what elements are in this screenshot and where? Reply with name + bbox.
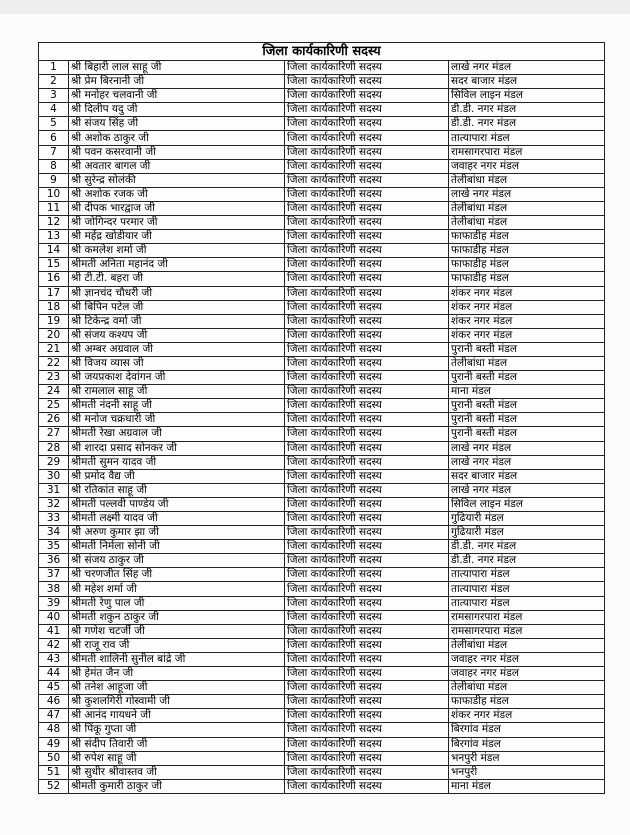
member-post: जिला कार्यकारिणी सदस्य <box>285 413 449 427</box>
serial-number: 43 <box>39 652 69 666</box>
member-mandal: माना मंडल <box>449 779 605 793</box>
member-name: श्री महेंद्र खोडीयार जी <box>69 230 285 244</box>
member-name: श्री संजय ठाकुर जी <box>69 554 285 568</box>
member-mandal: शंकर नगर मंडल <box>449 286 605 300</box>
member-mandal: पुरानी बस्ती मंडल <box>449 399 605 413</box>
member-mandal: सदर बाजार मंडल <box>449 469 605 483</box>
serial-number: 12 <box>39 216 69 230</box>
member-mandal: रामसागरपारा मंडल <box>449 610 605 624</box>
member-name: श्री आनंद गायधने जी <box>69 709 285 723</box>
serial-number: 30 <box>39 469 69 483</box>
member-mandal: तात्यापारा मंडल <box>449 582 605 596</box>
member-post: जिला कार्यकारिणी सदस्य <box>285 356 449 370</box>
table-body <box>39 61 605 794</box>
table-row <box>39 765 605 779</box>
table-row <box>39 75 605 89</box>
serial-number: 42 <box>39 638 69 652</box>
serial-number: 6 <box>39 131 69 145</box>
member-post: जिला कार्यकारिणी सदस्य <box>285 497 449 511</box>
member-post: जिला कार्यकारिणी सदस्य <box>285 596 449 610</box>
serial-number: 4 <box>39 103 69 117</box>
table-row <box>39 117 605 131</box>
member-mandal: लाखे नगर मंडल <box>449 441 605 455</box>
member-name: श्री दीपक भारद्वाज जी <box>69 201 285 215</box>
table-row <box>39 582 605 596</box>
member-name: श्री प्रमोद वैद्य जी <box>69 469 285 483</box>
table-row <box>39 201 605 215</box>
serial-number: 5 <box>39 117 69 131</box>
member-mandal: डी.डी. नगर मंडल <box>449 540 605 554</box>
member-post: जिला कार्यकारिणी सदस्य <box>285 89 449 103</box>
member-name: श्री जयप्रकाश देवांगन जी <box>69 371 285 385</box>
member-mandal: फाफाडीह मंडल <box>449 230 605 244</box>
member-name: श्रीमती शालिनी सुनील बांद्रे जी <box>69 652 285 666</box>
member-name: श्रीमती कुमारी ठाकुर जी <box>69 779 285 793</box>
serial-number: 52 <box>39 779 69 793</box>
member-name: श्री अरुण कुमार झा जी <box>69 526 285 540</box>
member-post: जिला कार्यकारिणी सदस्य <box>285 652 449 666</box>
member-post: जिला कार्यकारिणी सदस्य <box>285 286 449 300</box>
member-post: जिला कार्यकारिणी सदस्य <box>285 131 449 145</box>
member-name: श्री पवन कसरवानी जी <box>69 145 285 159</box>
table-row <box>39 483 605 497</box>
member-post: जिला कार्यकारिणी सदस्य <box>285 173 449 187</box>
serial-number: 21 <box>39 342 69 356</box>
member-name: श्री अम्बर अग्रवाल जी <box>69 342 285 356</box>
member-post: जिला कार्यकारिणी सदस्य <box>285 582 449 596</box>
member-post: जिला कार्यकारिणी सदस्य <box>285 695 449 709</box>
member-name: श्री ज्ञानचंद चौधरी जी <box>69 286 285 300</box>
member-post: जिला कार्यकारिणी सदस्य <box>285 244 449 258</box>
member-name: श्री रामलाल साहू जी <box>69 385 285 399</box>
serial-number: 39 <box>39 596 69 610</box>
member-mandal: तेलीबांधा मंडल <box>449 201 605 215</box>
member-post: जिला कार्यकारिणी सदस्य <box>285 103 449 117</box>
member-post: जिला कार्यकारिणी सदस्य <box>285 342 449 356</box>
member-post: जिला कार्यकारिणी सदस्य <box>285 483 449 497</box>
member-mandal: भनपुरी <box>449 765 605 779</box>
serial-number: 26 <box>39 413 69 427</box>
member-name: श्री प्रेम बिरनानी जी <box>69 75 285 89</box>
member-post: जिला कार्यकारिणी सदस्य <box>285 187 449 201</box>
serial-number: 47 <box>39 709 69 723</box>
member-post: जिला कार्यकारिणी सदस्य <box>285 201 449 215</box>
member-mandal: लाखे नगर मंडल <box>449 483 605 497</box>
member-name: श्रीमती रेखा अग्रवाल जी <box>69 427 285 441</box>
member-post: जिला कार्यकारिणी सदस्य <box>285 145 449 159</box>
serial-number: 32 <box>39 497 69 511</box>
table-row <box>39 244 605 258</box>
member-post: जिला कार्यकारिणी सदस्य <box>285 455 449 469</box>
serial-number: 49 <box>39 737 69 751</box>
serial-number: 19 <box>39 314 69 328</box>
member-post: जिला कार्यकारिणी सदस्य <box>285 258 449 272</box>
member-name: श्री संजय कश्यप जी <box>69 328 285 342</box>
member-mandal: तात्यापारा मंडल <box>449 596 605 610</box>
table-row <box>39 413 605 427</box>
table-row <box>39 779 605 793</box>
member-post: जिला कार्यकारिणी सदस्य <box>285 385 449 399</box>
serial-number: 46 <box>39 695 69 709</box>
member-post: जिला कार्यकारिणी सदस्य <box>285 272 449 286</box>
member-mandal: भनपुरी मंडल <box>449 751 605 765</box>
table-row <box>39 145 605 159</box>
member-name: श्रीमती पल्लवी पाण्डेय जी <box>69 497 285 511</box>
member-name: श्री दिलीप यदु जी <box>69 103 285 117</box>
serial-number: 3 <box>39 89 69 103</box>
member-mandal: तेलीबांधा मंडल <box>449 681 605 695</box>
table-row <box>39 624 605 638</box>
serial-number: 18 <box>39 300 69 314</box>
serial-number: 15 <box>39 258 69 272</box>
member-post: जिला कार्यकारिणी सदस्य <box>285 427 449 441</box>
table-row <box>39 497 605 511</box>
member-mandal: सिविल लाइन मंडल <box>449 89 605 103</box>
member-mandal: लाखे नगर मंडल <box>449 455 605 469</box>
member-post: जिला कार्यकारिणी सदस्य <box>285 610 449 624</box>
table-row <box>39 512 605 526</box>
member-mandal: तेलीबांधा मंडल <box>449 173 605 187</box>
member-name: श्री संदीप तिवारी जी <box>69 737 285 751</box>
member-name: श्री पिंकू गुप्ता जी <box>69 723 285 737</box>
member-mandal: शंकर नगर मंडल <box>449 300 605 314</box>
member-mandal: फाफाडीह मंडल <box>449 258 605 272</box>
serial-number: 16 <box>39 272 69 286</box>
member-post: जिला कार्यकारिणी सदस्य <box>285 779 449 793</box>
member-mandal: डी.डी. नगर मंडल <box>449 103 605 117</box>
member-name: श्री टी.टी. बहरा जी <box>69 272 285 286</box>
member-mandal: लाखे नगर मंडल <box>449 61 605 75</box>
serial-number: 33 <box>39 512 69 526</box>
member-post: जिला कार्यकारिणी सदस्य <box>285 469 449 483</box>
member-name: श्री रतिकांत साहू जी <box>69 483 285 497</box>
member-name: श्री महेश शर्मा जी <box>69 582 285 596</box>
member-mandal: सिविल लाइन मंडल <box>449 497 605 511</box>
member-post: जिला कार्यकारिणी सदस्य <box>285 765 449 779</box>
table-row <box>39 427 605 441</box>
table-row <box>39 356 605 370</box>
serial-number: 24 <box>39 385 69 399</box>
serial-number: 27 <box>39 427 69 441</box>
serial-number: 7 <box>39 145 69 159</box>
member-mandal: माना मंडल <box>449 385 605 399</box>
member-post: जिला कार्यकारिणी सदस्य <box>285 441 449 455</box>
serial-number: 23 <box>39 371 69 385</box>
serial-number: 48 <box>39 723 69 737</box>
table-row <box>39 286 605 300</box>
serial-number: 34 <box>39 526 69 540</box>
member-name: श्री रुपेश साहू जी <box>69 751 285 765</box>
member-post: जिला कार्यकारिणी सदस्य <box>285 371 449 385</box>
member-mandal: शंकर नगर मंडल <box>449 314 605 328</box>
serial-number: 29 <box>39 455 69 469</box>
member-name: श्री मनोज चक्रधारी जी <box>69 413 285 427</box>
table-row <box>39 328 605 342</box>
table-row <box>39 751 605 765</box>
serial-number: 1 <box>39 61 69 75</box>
member-mandal: बिरगांव मंडल <box>449 737 605 751</box>
table-row <box>39 230 605 244</box>
member-mandal: पुरानी बस्ती मंडल <box>449 413 605 427</box>
serial-number: 9 <box>39 173 69 187</box>
member-name: श्री तनेश आहूजा जी <box>69 681 285 695</box>
table-row <box>39 385 605 399</box>
member-mandal: तात्यापारा मंडल <box>449 568 605 582</box>
member-post: जिला कार्यकारिणी सदस्य <box>285 638 449 652</box>
serial-number: 13 <box>39 230 69 244</box>
member-name: श्री कमलेश शर्मा जी <box>69 244 285 258</box>
member-post: जिला कार्यकारिणी सदस्य <box>285 328 449 342</box>
member-mandal: फाफाडीह मंडल <box>449 695 605 709</box>
table-row <box>39 272 605 286</box>
member-mandal: बिरगांव मंडल <box>449 723 605 737</box>
table-row <box>39 695 605 709</box>
table-row <box>39 568 605 582</box>
table-row <box>39 216 605 230</box>
member-mandal: तेलीबांधा मंडल <box>449 356 605 370</box>
member-name: श्री संजय सिंह जी <box>69 117 285 131</box>
member-mandal: फाफाडीह मंडल <box>449 272 605 286</box>
member-post: जिला कार्यकारिणी सदस्य <box>285 117 449 131</box>
table-row <box>39 441 605 455</box>
member-mandal: डी.डी. नगर मंडल <box>449 117 605 131</box>
member-post: जिला कार्यकारिणी सदस्य <box>285 75 449 89</box>
serial-number: 44 <box>39 667 69 681</box>
member-mandal: शंकर नगर मंडल <box>449 709 605 723</box>
member-mandal: गुढियारी मंडल <box>449 512 605 526</box>
member-post: जिला कार्यकारिणी सदस्य <box>285 314 449 328</box>
member-post: जिला कार्यकारिणी सदस्य <box>285 709 449 723</box>
member-post: जिला कार्यकारिणी सदस्य <box>285 568 449 582</box>
member-name: श्री सुरेन्द्र सोलंकी <box>69 173 285 187</box>
table-row <box>39 638 605 652</box>
serial-number: 11 <box>39 201 69 215</box>
table-row <box>39 399 605 413</box>
member-name: श्री गणेश चटर्जी जी <box>69 624 285 638</box>
member-post: जिला कार्यकारिणी सदस्य <box>285 230 449 244</box>
member-name: श्रीमती नंदनी साहू जी <box>69 399 285 413</box>
member-name: श्री विजय व्यास जी <box>69 356 285 370</box>
table-row <box>39 61 605 75</box>
serial-number: 40 <box>39 610 69 624</box>
member-name: श्री अवतार बागल जी <box>69 159 285 173</box>
title-row <box>39 43 605 61</box>
table-row <box>39 258 605 272</box>
member-name: श्री चरणजीत सिंह जी <box>69 568 285 582</box>
serial-number: 45 <box>39 681 69 695</box>
member-post: जिला कार्यकारिणी सदस्य <box>285 61 449 75</box>
table-row <box>39 610 605 624</box>
member-name: श्री टिकेन्द्र वर्मा जी <box>69 314 285 328</box>
member-name: श्री राजू राव जी <box>69 638 285 652</box>
table-row <box>39 342 605 356</box>
table-row <box>39 103 605 117</box>
member-mandal: तेलीबांधा मंडल <box>449 216 605 230</box>
member-mandal: रामसागरपारा मंडल <box>449 145 605 159</box>
serial-number: 25 <box>39 399 69 413</box>
serial-number: 20 <box>39 328 69 342</box>
member-mandal: रामसागरपारा मंडल <box>449 624 605 638</box>
member-name: श्री हेमंत जैन जी <box>69 667 285 681</box>
table-row <box>39 371 605 385</box>
member-mandal: पुरानी बस्ती मंडल <box>449 342 605 356</box>
serial-number: 50 <box>39 751 69 765</box>
serial-number: 35 <box>39 540 69 554</box>
member-post: जिला कार्यकारिणी सदस्य <box>285 723 449 737</box>
member-post: जिला कार्यकारिणी सदस्य <box>285 399 449 413</box>
member-mandal: जवाहर नगर मंडल <box>449 159 605 173</box>
member-name: श्री जोगिन्दर परमार जी <box>69 216 285 230</box>
table-row <box>39 596 605 610</box>
member-post: जिला कार्यकारिणी सदस्य <box>285 216 449 230</box>
member-post: जिला कार्यकारिणी सदस्य <box>285 512 449 526</box>
table-row <box>39 526 605 540</box>
member-post: जिला कार्यकारिणी सदस्य <box>285 681 449 695</box>
table-row <box>39 469 605 483</box>
table-row <box>39 737 605 751</box>
member-post: जिला कार्यकारिणी सदस्य <box>285 159 449 173</box>
table-row <box>39 159 605 173</box>
table-row <box>39 131 605 145</box>
serial-number: 2 <box>39 75 69 89</box>
member-post: जिला कार्यकारिणी सदस्य <box>285 751 449 765</box>
table-row <box>39 314 605 328</box>
serial-number: 38 <box>39 582 69 596</box>
table-row <box>39 723 605 737</box>
member-name: श्री सुधीर श्रीवास्तव जी <box>69 765 285 779</box>
table-title: जिला कार्यकारिणी सदस्य <box>39 43 605 61</box>
serial-number: 14 <box>39 244 69 258</box>
member-mandal: गुढियारी मंडल <box>449 526 605 540</box>
table-row <box>39 540 605 554</box>
member-post: जिला कार्यकारिणी सदस्य <box>285 554 449 568</box>
member-mandal: सदर बाजार मंडल <box>449 75 605 89</box>
table-row <box>39 709 605 723</box>
serial-number: 28 <box>39 441 69 455</box>
member-mandal: लाखे नगर मंडल <box>449 187 605 201</box>
member-name: श्री बिहारी लाल साहू जी <box>69 61 285 75</box>
table-row <box>39 300 605 314</box>
serial-number: 10 <box>39 187 69 201</box>
top-band <box>0 0 630 14</box>
member-mandal: जवाहर नगर मंडल <box>449 652 605 666</box>
member-post: जिला कार्यकारिणी सदस्य <box>285 667 449 681</box>
member-post: जिला कार्यकारिणी सदस्य <box>285 624 449 638</box>
table-row <box>39 681 605 695</box>
serial-number: 51 <box>39 765 69 779</box>
member-name: श्रीमती रेणु पाल जी <box>69 596 285 610</box>
serial-number: 31 <box>39 483 69 497</box>
member-mandal: डी.डी. नगर मंडल <box>449 554 605 568</box>
member-name: श्री कुशलगिरी गोस्वामी जी <box>69 695 285 709</box>
member-mandal: पुरानी बस्ती मंडल <box>449 427 605 441</box>
table-row <box>39 554 605 568</box>
table-row <box>39 667 605 681</box>
member-mandal: तेलीबांधा मंडल <box>449 638 605 652</box>
member-name: श्री शारदा प्रसाद सोनकर जी <box>69 441 285 455</box>
member-name: श्रीमती शकुन ठाकुर जी <box>69 610 285 624</box>
member-post: जिला कार्यकारिणी सदस्य <box>285 300 449 314</box>
member-name: श्री अशोक ठाकुर जी <box>69 131 285 145</box>
serial-number: 8 <box>39 159 69 173</box>
member-name: श्रीमती लक्ष्मी यादव जी <box>69 512 285 526</box>
serial-number: 17 <box>39 286 69 300</box>
member-name: श्रीमती अनिता महानंद जी <box>69 258 285 272</box>
member-mandal: तात्यापारा मंडल <box>449 131 605 145</box>
member-mandal: पुरानी बस्ती मंडल <box>449 371 605 385</box>
member-mandal: शंकर नगर मंडल <box>449 328 605 342</box>
member-post: जिला कार्यकारिणी सदस्य <box>285 737 449 751</box>
table-row <box>39 455 605 469</box>
member-name: श्री अशोक रजक जी <box>69 187 285 201</box>
serial-number: 36 <box>39 554 69 568</box>
member-name: श्री मनोहर चलवानी जी <box>69 89 285 103</box>
serial-number: 22 <box>39 356 69 370</box>
table-row <box>39 173 605 187</box>
member-name: श्रीमती सुमन यादव जी <box>69 455 285 469</box>
member-post: जिला कार्यकारिणी सदस्य <box>285 540 449 554</box>
members-table <box>38 42 605 794</box>
member-mandal: जवाहर नगर मंडल <box>449 667 605 681</box>
member-name: श्री बिपिन पटेल जी <box>69 300 285 314</box>
table-row <box>39 652 605 666</box>
member-post: जिला कार्यकारिणी सदस्य <box>285 526 449 540</box>
member-name: श्रीमती निर्मला सोनी जी <box>69 540 285 554</box>
serial-number: 41 <box>39 624 69 638</box>
table-row <box>39 187 605 201</box>
serial-number: 37 <box>39 568 69 582</box>
table-row <box>39 89 605 103</box>
member-mandal: फाफाडीह मंडल <box>449 244 605 258</box>
